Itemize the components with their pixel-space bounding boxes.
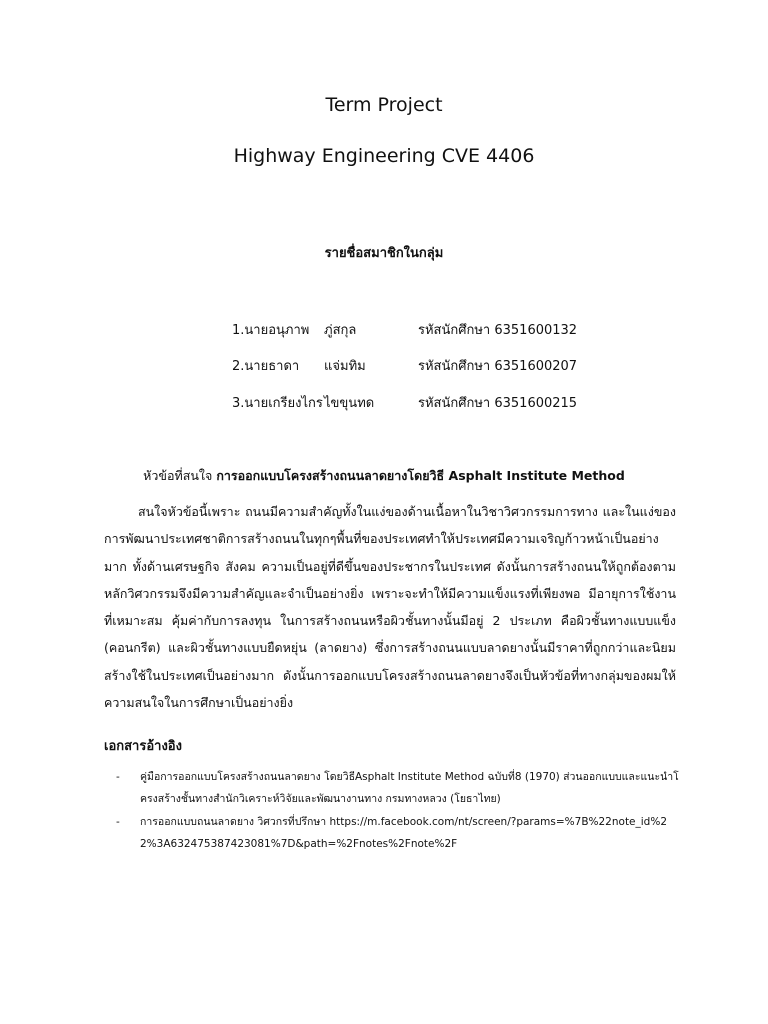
member-surname: แจ่มทิม <box>324 359 366 374</box>
topic-value: การออกแบบโครงสร้างถนนลาดยางโดยวิธี Asphalt Institute Method <box>216 468 625 483</box>
topic-label: หัวข้อที่สนใจ <box>143 468 213 483</box>
member-surname: ภู่สกุล <box>324 323 357 338</box>
reference-item <box>104 811 684 855</box>
member-student-id: รหัสนักศึกษา 6351600207 <box>418 359 578 374</box>
reference-bullet: - <box>116 771 120 783</box>
member-row <box>232 355 577 376</box>
member-row <box>232 392 577 413</box>
topic-line <box>0 466 768 486</box>
document-title: Term Project <box>325 94 443 116</box>
member-student-id: รหัสนักศึกษา 6351600215 <box>418 396 578 411</box>
member-name: 3.นายเกรียงไกร <box>232 396 323 411</box>
member-name: 1.นายอนุภาพ <box>232 323 310 338</box>
member-name: 2.นายธาดา <box>232 359 300 374</box>
reference-text: การออกแบบถนนลาดยาง วิศวกรที่ปรึกษา https://m.facebook.com/nt/screen/?params=%7B%22note_id%22%3A632475387423081%7D&path=%2Fnotes%2Fnote%2F <box>140 816 668 850</box>
body-paragraph: สนใจหัวข้อนี้เพราะ ถนนมีความสำคัญทั้งในแง่ของด้านเนื้อหาในวิชาวิศวกรรมการทาง และในแง่ของการพัฒนาประเทศชาติการสร้างถนนในทุกๆพื้นที่ของประเทศทำให้ประเทศมีความเจริญก้าวหน้าเป็นอย่างมาก ทั้งด้านเศรษฐกิจ สังคม ความเป็นอยู่ที่ดีขึ้นของประชากรในประเทศ ดังนั้นการสร้างถนนให้ถูกต้องตามหลักวิศวกรรมจึงมีความสำคัญและจำเป็นอย่างยิ่ง เพราะจะทำให้มีความแข็งแรงที่เพียงพอ มีอายุการใช้งานที่เหมาะสม คุ้มค่ากับการลงทุน ในการสร้างถนนหรือผิวชั้นทางนั้นมีอยู่ 2 ประเภท คือผิวชั้นทางแบบแข็ง (คอนกรีต) และผิวชั้นทางแบบยืดหยุ่น (ลาดยาง) ซึ่งการสร้างถนนแบบลาดยางนั้นมีราคาที่ถูกกว่าและนิยมสร้างใช้ในประเทศเป็นอย่างมาก ดังนั้นการออกแบบโครงสร้างถนนลาดยางจึงเป็นหัวข้อที่ทางกลุ่มของผมให้ความสนใจในการศึกษาเป็นอย่างยิ่ง <box>104 504 676 711</box>
member-surname: ไขขุนทด <box>324 396 375 411</box>
reference-text: คู่มือการออกแบบโครงสร้างถนนลาดยาง โดยวิธีAsphalt Institute Method ฉบับที่8 (1970) ส่วนออกแบบและแนะนำโครงสร้างชั้นทางสำนักวิเคราะห์วิจัยและพัฒนางานทาง กรมทางหลวง (โยธาไทย) <box>140 771 679 805</box>
reference-item <box>104 766 684 810</box>
document-subtitle: Highway Engineering CVE 4406 <box>233 145 535 167</box>
references-heading: เอกสารอ้างอิง <box>104 739 182 754</box>
member-row <box>232 319 577 340</box>
member-student-id: รหัสนักศึกษา 6351600132 <box>418 323 578 338</box>
reference-bullet: - <box>116 816 120 828</box>
members-heading: รายชื่อสมาชิกในกลุ่ม <box>324 246 444 261</box>
